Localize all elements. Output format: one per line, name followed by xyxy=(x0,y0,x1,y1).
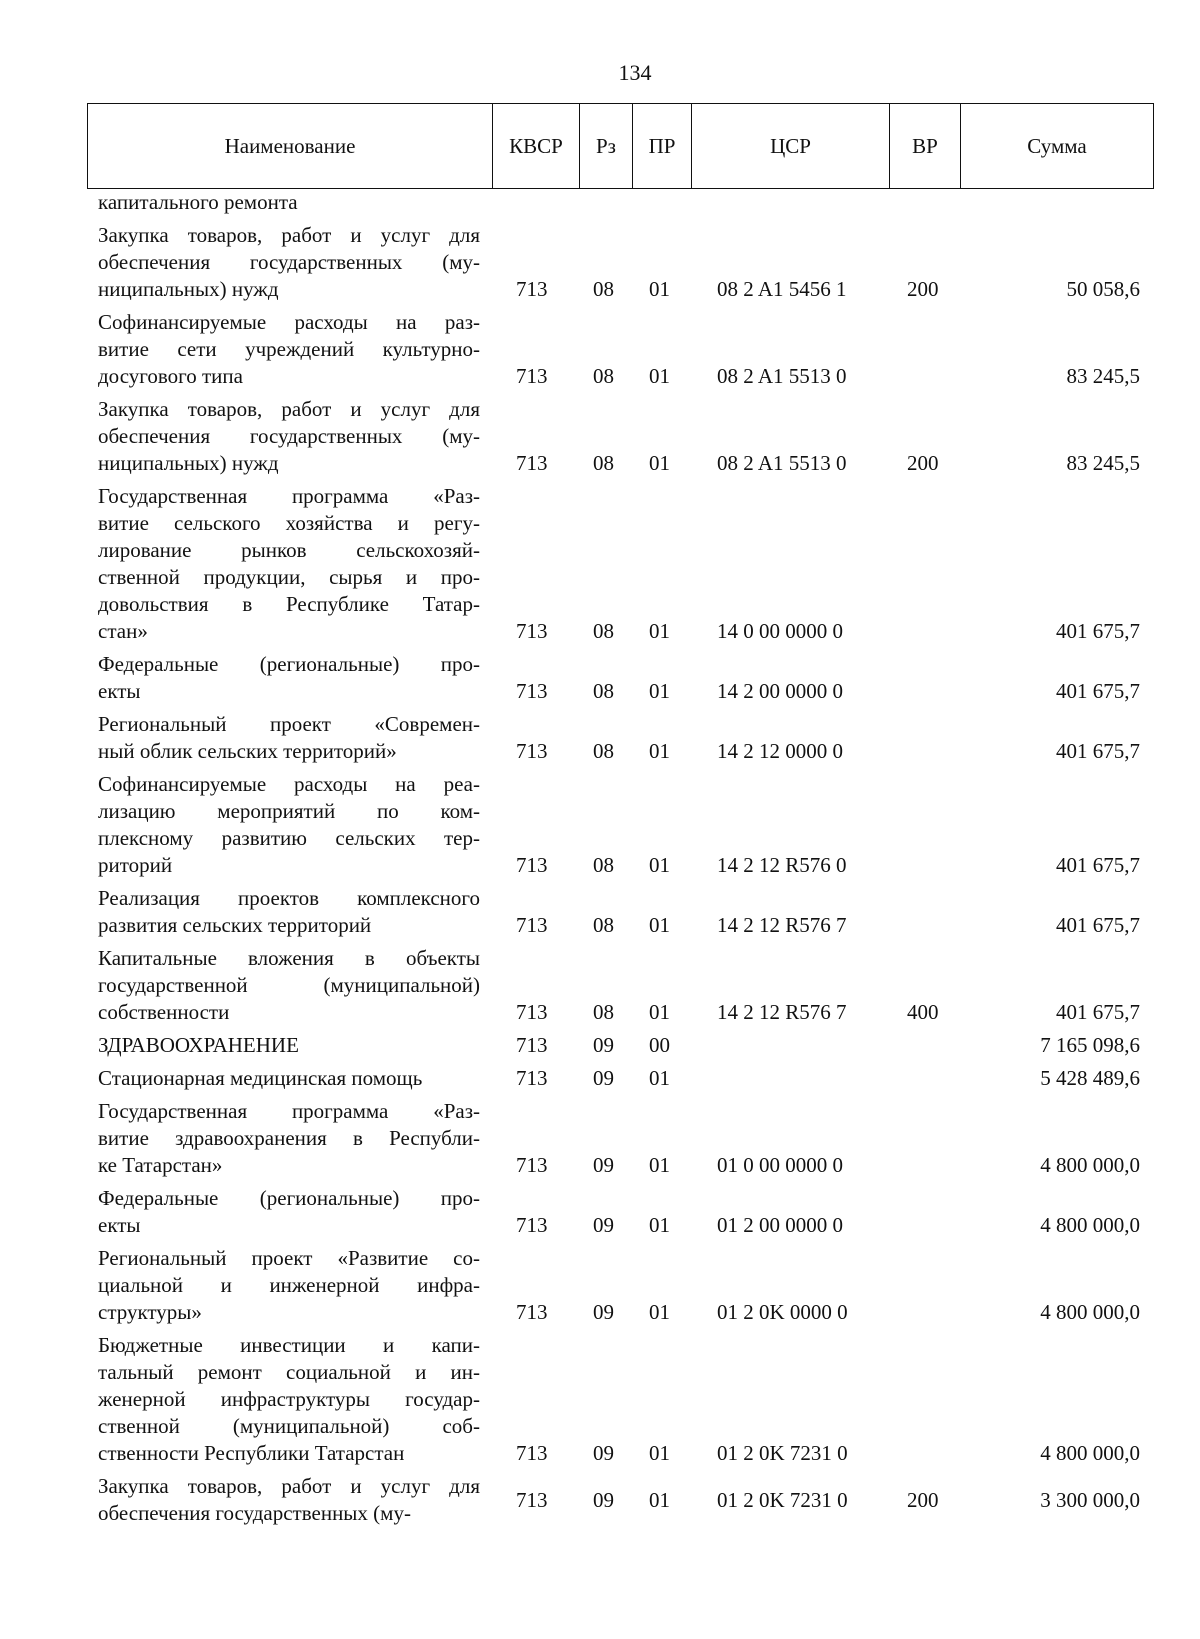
row-name-line: витие сети учреждений культурно- xyxy=(98,337,480,361)
row-csr: 14 2 12 R576 0 xyxy=(717,853,847,877)
row-name-line: Софинансируемые расходы на раз- xyxy=(98,310,480,334)
row-rz: 09 xyxy=(593,1153,614,1177)
table-row xyxy=(0,885,1200,939)
table-row xyxy=(0,483,1200,645)
row-sum: 401 675,7 xyxy=(1056,853,1140,877)
row-name-line: Закупка товаров, работ и услуг для xyxy=(98,397,480,421)
row-name-line: обеспечения государственных (му- xyxy=(98,1501,411,1525)
row-name-line: Государственная программа «Раз- xyxy=(98,484,480,508)
row-rz: 08 xyxy=(593,277,614,301)
table-row xyxy=(0,945,1200,1026)
header-csr: ЦСР xyxy=(692,104,890,188)
row-kvsr: 713 xyxy=(516,1300,548,1324)
row-rz: 08 xyxy=(593,619,614,643)
row-name-line: Федеральные (региональные) про- xyxy=(98,1186,480,1210)
row-name-line: государственной (муниципальной) xyxy=(98,973,480,997)
row-sum: 401 675,7 xyxy=(1056,913,1140,937)
row-sum: 83 245,5 xyxy=(1066,364,1140,388)
row-name-line: собственности xyxy=(98,1000,230,1024)
table-row xyxy=(0,1473,1200,1527)
row-sum: 4 800 000,0 xyxy=(1040,1441,1140,1465)
row-kvsr: 713 xyxy=(516,1153,548,1177)
row-rz: 09 xyxy=(593,1213,614,1237)
row-name-line: екты xyxy=(98,679,141,703)
row-kvsr: 713 xyxy=(516,451,548,475)
row-pr: 01 xyxy=(649,1300,670,1324)
row-name xyxy=(98,1032,480,1059)
row-name xyxy=(98,222,480,303)
row-name-line: структуры» xyxy=(98,1300,202,1324)
row-name xyxy=(98,1065,480,1092)
row-name-line: капитального ремонта xyxy=(98,190,298,214)
row-name-line: лирование рынков сельскохозяй- xyxy=(98,538,480,562)
row-rz: 08 xyxy=(593,364,614,388)
row-kvsr: 713 xyxy=(516,1066,548,1090)
row-sum: 4 800 000,0 xyxy=(1040,1153,1140,1177)
table-row xyxy=(0,1065,1200,1092)
row-kvsr: 713 xyxy=(516,1213,548,1237)
row-name-line: Софинансируемые расходы на реа- xyxy=(98,772,480,796)
row-name-line: ственности Республики Татарстан xyxy=(98,1441,405,1465)
row-sum: 3 300 000,0 xyxy=(1040,1488,1140,1512)
row-name-line: Закупка товаров, работ и услуг для xyxy=(98,1474,480,1498)
row-name xyxy=(98,189,480,216)
row-vr: 200 xyxy=(907,451,939,475)
row-rz: 08 xyxy=(593,679,614,703)
row-csr: 01 2 0K 7231 0 xyxy=(717,1488,848,1512)
row-rz: 08 xyxy=(593,451,614,475)
row-sum: 4 800 000,0 xyxy=(1040,1300,1140,1324)
row-name xyxy=(98,309,480,390)
row-pr: 01 xyxy=(649,1066,670,1090)
header-kvsr: КВСР xyxy=(493,104,580,188)
row-name xyxy=(98,1098,480,1179)
row-name-line: екты xyxy=(98,1213,141,1237)
row-name-line: лизацию мероприятий по ком- xyxy=(98,799,480,823)
row-csr: 08 2 A1 5513 0 xyxy=(717,451,847,475)
row-pr: 01 xyxy=(649,1488,670,1512)
table-row xyxy=(0,1332,1200,1467)
row-name-line: ниципальных) нужд xyxy=(98,277,279,301)
row-csr: 01 2 0K 0000 0 xyxy=(717,1300,848,1324)
row-name-line: Капитальные вложения в объекты xyxy=(98,946,480,970)
table-row xyxy=(0,651,1200,705)
row-name-line: циальной и инженерной инфра- xyxy=(98,1273,480,1297)
row-pr: 01 xyxy=(649,451,670,475)
row-name-line: тальный ремонт социальной и ин- xyxy=(98,1360,480,1384)
row-name xyxy=(98,396,480,477)
table-header xyxy=(87,103,1154,189)
row-name-line: обеспечения государственных (му- xyxy=(98,250,480,274)
row-rz: 08 xyxy=(593,739,614,763)
row-csr: 14 2 00 0000 0 xyxy=(717,679,843,703)
row-csr: 14 0 00 0000 0 xyxy=(717,619,843,643)
row-name-line: ный облик сельских территорий» xyxy=(98,739,397,763)
row-pr: 01 xyxy=(649,1441,670,1465)
table-row xyxy=(0,771,1200,879)
row-kvsr: 713 xyxy=(516,679,548,703)
row-name xyxy=(98,1332,480,1467)
row-name-line: Федеральные (региональные) про- xyxy=(98,652,480,676)
table-row xyxy=(0,1185,1200,1239)
row-csr: 08 2 A1 5456 1 xyxy=(717,277,847,301)
row-vr: 200 xyxy=(907,277,939,301)
row-kvsr: 713 xyxy=(516,1000,548,1024)
row-csr: 14 2 12 R576 7 xyxy=(717,913,847,937)
row-name-line: ке Татарстан» xyxy=(98,1153,223,1177)
row-name-line: ственной продукции, сырья и про- xyxy=(98,565,480,589)
row-sum: 4 800 000,0 xyxy=(1040,1213,1140,1237)
row-vr: 200 xyxy=(907,1488,939,1512)
row-pr: 01 xyxy=(649,364,670,388)
row-rz: 09 xyxy=(593,1441,614,1465)
row-pr: 01 xyxy=(649,1000,670,1024)
row-rz: 09 xyxy=(593,1033,614,1057)
header-pr: ПР xyxy=(633,104,692,188)
row-rz: 09 xyxy=(593,1066,614,1090)
row-sum: 401 675,7 xyxy=(1056,1000,1140,1024)
row-name-line: Региональный проект «Современ- xyxy=(98,712,480,736)
header-vr: ВР xyxy=(890,104,961,188)
row-pr: 00 xyxy=(649,1033,670,1057)
row-name xyxy=(98,1245,480,1326)
row-name xyxy=(98,1185,480,1239)
row-name-line: Закупка товаров, работ и услуг для xyxy=(98,223,480,247)
header-name: Наименование xyxy=(88,104,493,188)
row-kvsr: 713 xyxy=(516,913,548,937)
row-name xyxy=(98,651,480,705)
row-pr: 01 xyxy=(649,739,670,763)
row-pr: 01 xyxy=(649,1153,670,1177)
table-row xyxy=(0,1245,1200,1326)
row-csr: 14 2 12 0000 0 xyxy=(717,739,843,763)
row-sum: 5 428 489,6 xyxy=(1040,1066,1140,1090)
page-number: 134 xyxy=(618,60,652,85)
row-name-line: витие сельского хозяйства и регу- xyxy=(98,511,480,535)
row-kvsr: 713 xyxy=(516,1441,548,1465)
header-rz: Рз xyxy=(580,104,633,188)
row-sum: 50 058,6 xyxy=(1066,277,1140,301)
row-pr: 01 xyxy=(649,853,670,877)
table-row xyxy=(0,711,1200,765)
row-pr: 01 xyxy=(649,619,670,643)
row-csr: 01 0 00 0000 0 xyxy=(717,1153,843,1177)
row-rz: 09 xyxy=(593,1300,614,1324)
row-vr: 400 xyxy=(907,1000,939,1024)
row-csr: 01 2 0K 7231 0 xyxy=(717,1441,848,1465)
row-csr: 01 2 00 0000 0 xyxy=(717,1213,843,1237)
row-rz: 08 xyxy=(593,913,614,937)
row-name-line: Реализация проектов комплексного xyxy=(98,886,480,910)
row-name-line: Стационарная медицинская помощь xyxy=(98,1066,423,1090)
row-kvsr: 713 xyxy=(516,853,548,877)
row-sum: 401 675,7 xyxy=(1056,739,1140,763)
row-name-line: досугового типа xyxy=(98,364,243,388)
table-row xyxy=(0,396,1200,477)
row-name-line: женерной инфраструктуры государ- xyxy=(98,1387,480,1411)
header-sum: Сумма xyxy=(1027,133,1087,158)
row-name xyxy=(98,483,480,645)
row-kvsr: 713 xyxy=(516,1488,548,1512)
row-name-line: ниципальных) нужд xyxy=(98,451,279,475)
table-row xyxy=(0,1098,1200,1179)
row-kvsr: 713 xyxy=(516,739,548,763)
row-sum: 7 165 098,6 xyxy=(1040,1033,1140,1057)
row-rz: 08 xyxy=(593,1000,614,1024)
row-name-line: стан» xyxy=(98,619,148,643)
row-pr: 01 xyxy=(649,1213,670,1237)
table-body xyxy=(0,189,1200,1527)
table-row xyxy=(0,1032,1200,1059)
row-name-line: витие здравоохранения в Республи- xyxy=(98,1126,480,1150)
row-kvsr: 713 xyxy=(516,364,548,388)
row-name xyxy=(98,945,480,1026)
row-pr: 01 xyxy=(649,679,670,703)
row-name-line: Государственная программа «Раз- xyxy=(98,1099,480,1123)
table-row xyxy=(0,309,1200,390)
row-name-line: развития сельских территорий xyxy=(98,913,372,937)
row-name-line: довольствия в Республике Татар- xyxy=(98,592,480,616)
row-name xyxy=(98,885,480,939)
row-name-line: Бюджетные инвестиции и капи- xyxy=(98,1333,480,1357)
row-name-line: ственной (муниципальной) соб- xyxy=(98,1414,480,1438)
row-name-line: обеспечения государственных (му- xyxy=(98,424,480,448)
row-name xyxy=(98,711,480,765)
row-name xyxy=(98,771,480,879)
row-kvsr: 713 xyxy=(516,1033,548,1057)
row-sum: 401 675,7 xyxy=(1056,619,1140,643)
row-csr: 08 2 A1 5513 0 xyxy=(717,364,847,388)
table-row xyxy=(0,222,1200,303)
row-kvsr: 713 xyxy=(516,619,548,643)
row-name-line: риторий xyxy=(98,853,173,877)
row-name xyxy=(98,1473,480,1527)
row-name-line: Региональный проект «Развитие со- xyxy=(98,1246,480,1270)
row-pr: 01 xyxy=(649,913,670,937)
row-pr: 01 xyxy=(649,277,670,301)
row-kvsr: 713 xyxy=(516,277,548,301)
table-row xyxy=(0,189,1200,216)
row-name-line: плексному развитию сельских тер- xyxy=(98,826,480,850)
row-csr: 14 2 12 R576 7 xyxy=(717,1000,847,1024)
row-sum: 83 245,5 xyxy=(1066,451,1140,475)
row-name-line: ЗДРАВООХРАНЕНИЕ xyxy=(98,1033,299,1057)
row-rz: 09 xyxy=(593,1488,614,1512)
row-rz: 08 xyxy=(593,853,614,877)
row-sum: 401 675,7 xyxy=(1056,679,1140,703)
